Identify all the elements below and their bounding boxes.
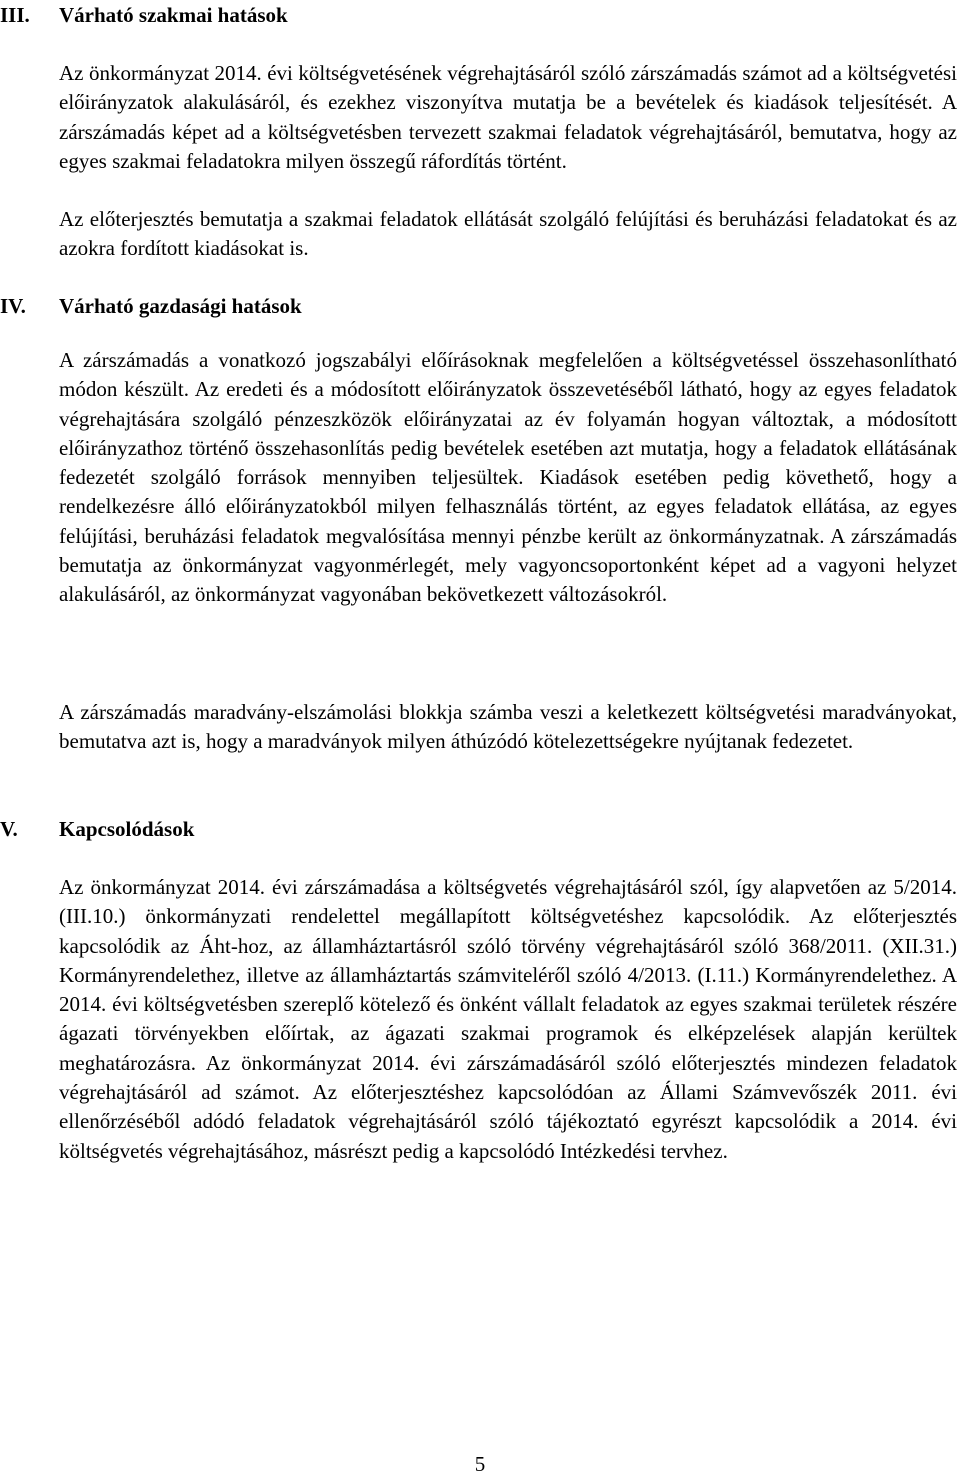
section-iv-paragraph-2: A zárszámadás maradvány-elszámolási blokkja számba veszi a keletkezett költségvetési maradványokat, bemutatva azt is, hogy a maradványok milyen áthúzódó kötelezettségekre nyújtanak fedezetet. — [59, 700, 957, 754]
section-number: III. — [0, 3, 30, 27]
section-title: Várható szakmai hatások — [59, 3, 288, 27]
section-number: V. — [0, 817, 18, 841]
section-title: Kapcsolódások — [59, 817, 195, 841]
page-number: 5 — [474, 1452, 486, 1476]
section-title: Várható gazdasági hatások — [59, 294, 302, 318]
section-number: IV. — [0, 294, 26, 318]
section-iv-paragraph-1: A zárszámadás a vonatkozó jogszabályi előírásoknak megfelelően a költségvetéssel összehasonlítható módon készült. Az eredeti és a módosított előirányzatok összevetéséből látható, hogy az egyes feladatok végrehajtására szolgáló pénzeszközök előirányzatai az év folyamán hogyan változtak, a módosított előirányzathoz történő összehasonlítás pedig bevételek esetében azt mutatja, hogy a feladatok ellátásának fedezetét szolgáló források mennyiben teljesültek. Kiadások esetében pedig követhető, hogy a rendelkezésre álló előirányzatokból milyen felhasználás történt, az egyes feladatok ellátása, az egyes felújítási, beruházási feladatok megvalósítása mennyi pénzbe került az önkormányzatnak. A zárszámadás bemutatja az önkormányzat vagyonmérlegét, mely vagyoncsoportonként képet ad a vagyoni helyzet alakulásáról, az önkormányzat vagyonában bekövetkezett változásokról. — [59, 348, 957, 607]
section-v-paragraph-1: Az önkormányzat 2014. évi zárszámadása a költségvetés végrehajtásáról szól, így alapvetően az 5/2014. (III.10.) önkormányzati rendelettel megállapított költségvetéshez kapcsolódik. Az előterjesztés kapcsolódik az Áht-hoz, az államháztartásról szóló törvény végrehajtásáról szóló 368/2011. (XII.31.) Kormányrendelethez, illetve az államháztartás számviteléről szóló 4/2013. (I.11.) Kormányrendelethez. A 2014. évi költségvetésben szereplő kötelező és önként vállalt feladatok az egyes szakmai területek részére ágazati törvényekben előírtak, az ágazati szakmai programok és elképzelések alapján kerültek meghatározásra. Az önkormányzat 2014. évi zárszámadásáról szóló előterjesztés mindezen feladatok végrehajtásáról ad számot. Az előterjesztéshez kapcsolódóan az Állami Számvevőszék 2011. évi ellenőrzéséből adódó feladatok végrehajtásáról szóló tájékoztató egyrészt kapcsolódik a 2014. évi költségvetés végrehajtásához, másrészt pedig a kapcsolódó Intézkedési tervhez. — [59, 875, 957, 1163]
section-iii-paragraph-2: Az előterjesztés bemutatja a szakmai feladatok ellátását szolgáló felújítási és beruházási feladatokat és az azokra fordított kiadásokat is. — [59, 207, 957, 261]
section-iii-paragraph-1: Az önkormányzat 2014. évi költségvetésének végrehajtásáról szóló zárszámadás számot ad a költségvetési előirányzatok alakulásáról, és ezekhez viszonyítva mutatja be a bevételek és kiadások teljesítését. A zárszámadás képet ad a költségvetésben tervezett szakmai feladatok végrehajtásáról, bemutatva, hogy az egyes szakmai feladatokra milyen összegű ráfordítás történt. — [59, 61, 957, 173]
